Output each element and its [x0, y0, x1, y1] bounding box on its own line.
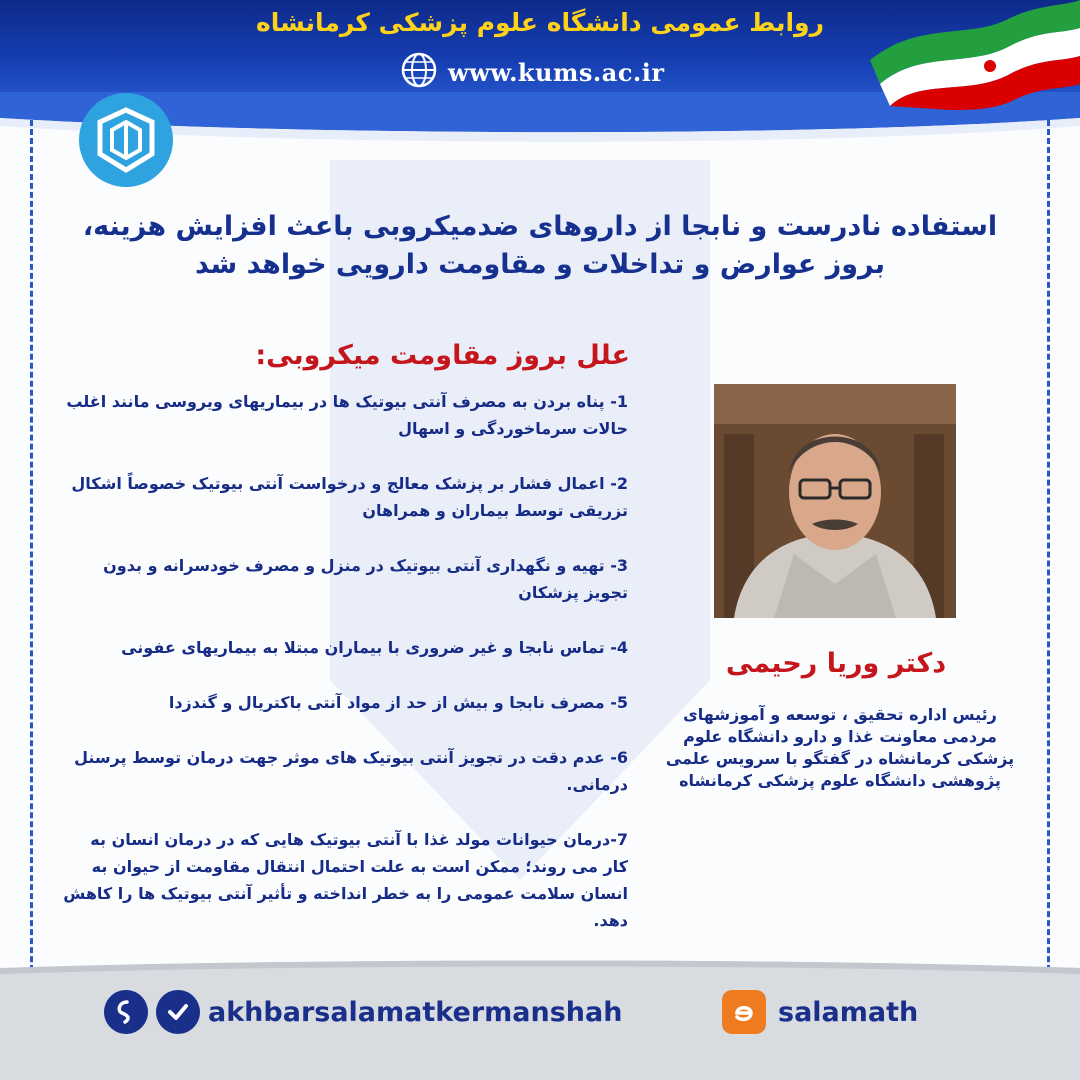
cause-item: 7-درمان حیوانات مولد غذا با آنتی بیوتیک هایی که در درمان انسان به کار می روند؛ ممکن است به علت احتمال انتقال مقاومت از حیوان به انسان سلامت عمومی را به خطر انداخته و تأثیر آنتی بیوتیک ها را کاهش دهد.	[63, 830, 628, 930]
cause-item: 1- پناه بردن به مصرف آنتی بیوتیک ها در بیماریهای ویروسی مانند اغلب حالات سرماخوردگی و اسهال	[66, 392, 628, 438]
right-dashed-border	[1047, 120, 1050, 1025]
cause-item: 4- تماس نابجا و غیر ضروری با بیماران مبتلا به بیماریهای عفونی	[121, 638, 628, 657]
right-social-handle[interactable]: salamath	[778, 996, 919, 1028]
globe-icon	[400, 51, 438, 93]
website-row[interactable]	[400, 52, 665, 92]
cause-item: 6- عدم دقت در تجویز آنتی بیوتیک های موثر جهت درمان توسط پرسنل درمانی.	[74, 748, 628, 794]
university-logo-icon	[78, 92, 174, 188]
iran-flag-icon	[850, 0, 1080, 110]
causes-list	[62, 388, 628, 962]
eitaa-e-icon[interactable]	[722, 990, 766, 1034]
social-left-group[interactable]	[104, 990, 622, 1034]
headline: استفاده نادرست و نابجا از داروهای ضدمیکروبی باعث افزایش هزینه، بروز عوارض و تداخلات و مقاومت دارویی خواهد شد	[82, 211, 998, 280]
soroush-icon[interactable]	[104, 990, 148, 1034]
causes-title: علل بروز مقاومت میکروبی:	[255, 340, 630, 371]
cause-item: 3- تهیه و نگهداری آنتی بیوتیک در منزل و مصرف خودسرانه و بدون تجویز پزشکان	[103, 556, 628, 602]
doctor-description: رئیس اداره تحقیق ، توسعه و آموزشهای مردمی معاونت غذا و دارو دانشگاه علوم پزشکی کرمانشاه در گفتگو با سرویس علمی پژوهشی دانشگاه علوم پزشکی کرمانشاه	[665, 705, 1015, 790]
social-right-group[interactable]	[722, 990, 918, 1034]
cause-item: 2- اعمال فشار بر پزشک معالج و درخواست آنتی بیوتیک خصوصاً اشکال تزریقی توسط بیماران و همراهان	[71, 474, 628, 520]
left-social-handle[interactable]: akhbarsalamatkermanshah	[208, 996, 623, 1028]
eitaa-icon[interactable]	[156, 990, 200, 1034]
doctor-portrait-icon	[714, 384, 956, 618]
left-dashed-border	[30, 120, 33, 1025]
cause-item: 5- مصرف نابجا و بیش از حد از مواد آنتی باکتریال و گندزدا	[168, 693, 628, 712]
website-link[interactable]: www.kums.ac.ir	[448, 57, 665, 87]
doctor-name: دکتر وریا رحیمی	[725, 648, 947, 679]
header-title: روابط عمومی دانشگاه علوم پزشکی کرمانشاه	[256, 8, 824, 37]
